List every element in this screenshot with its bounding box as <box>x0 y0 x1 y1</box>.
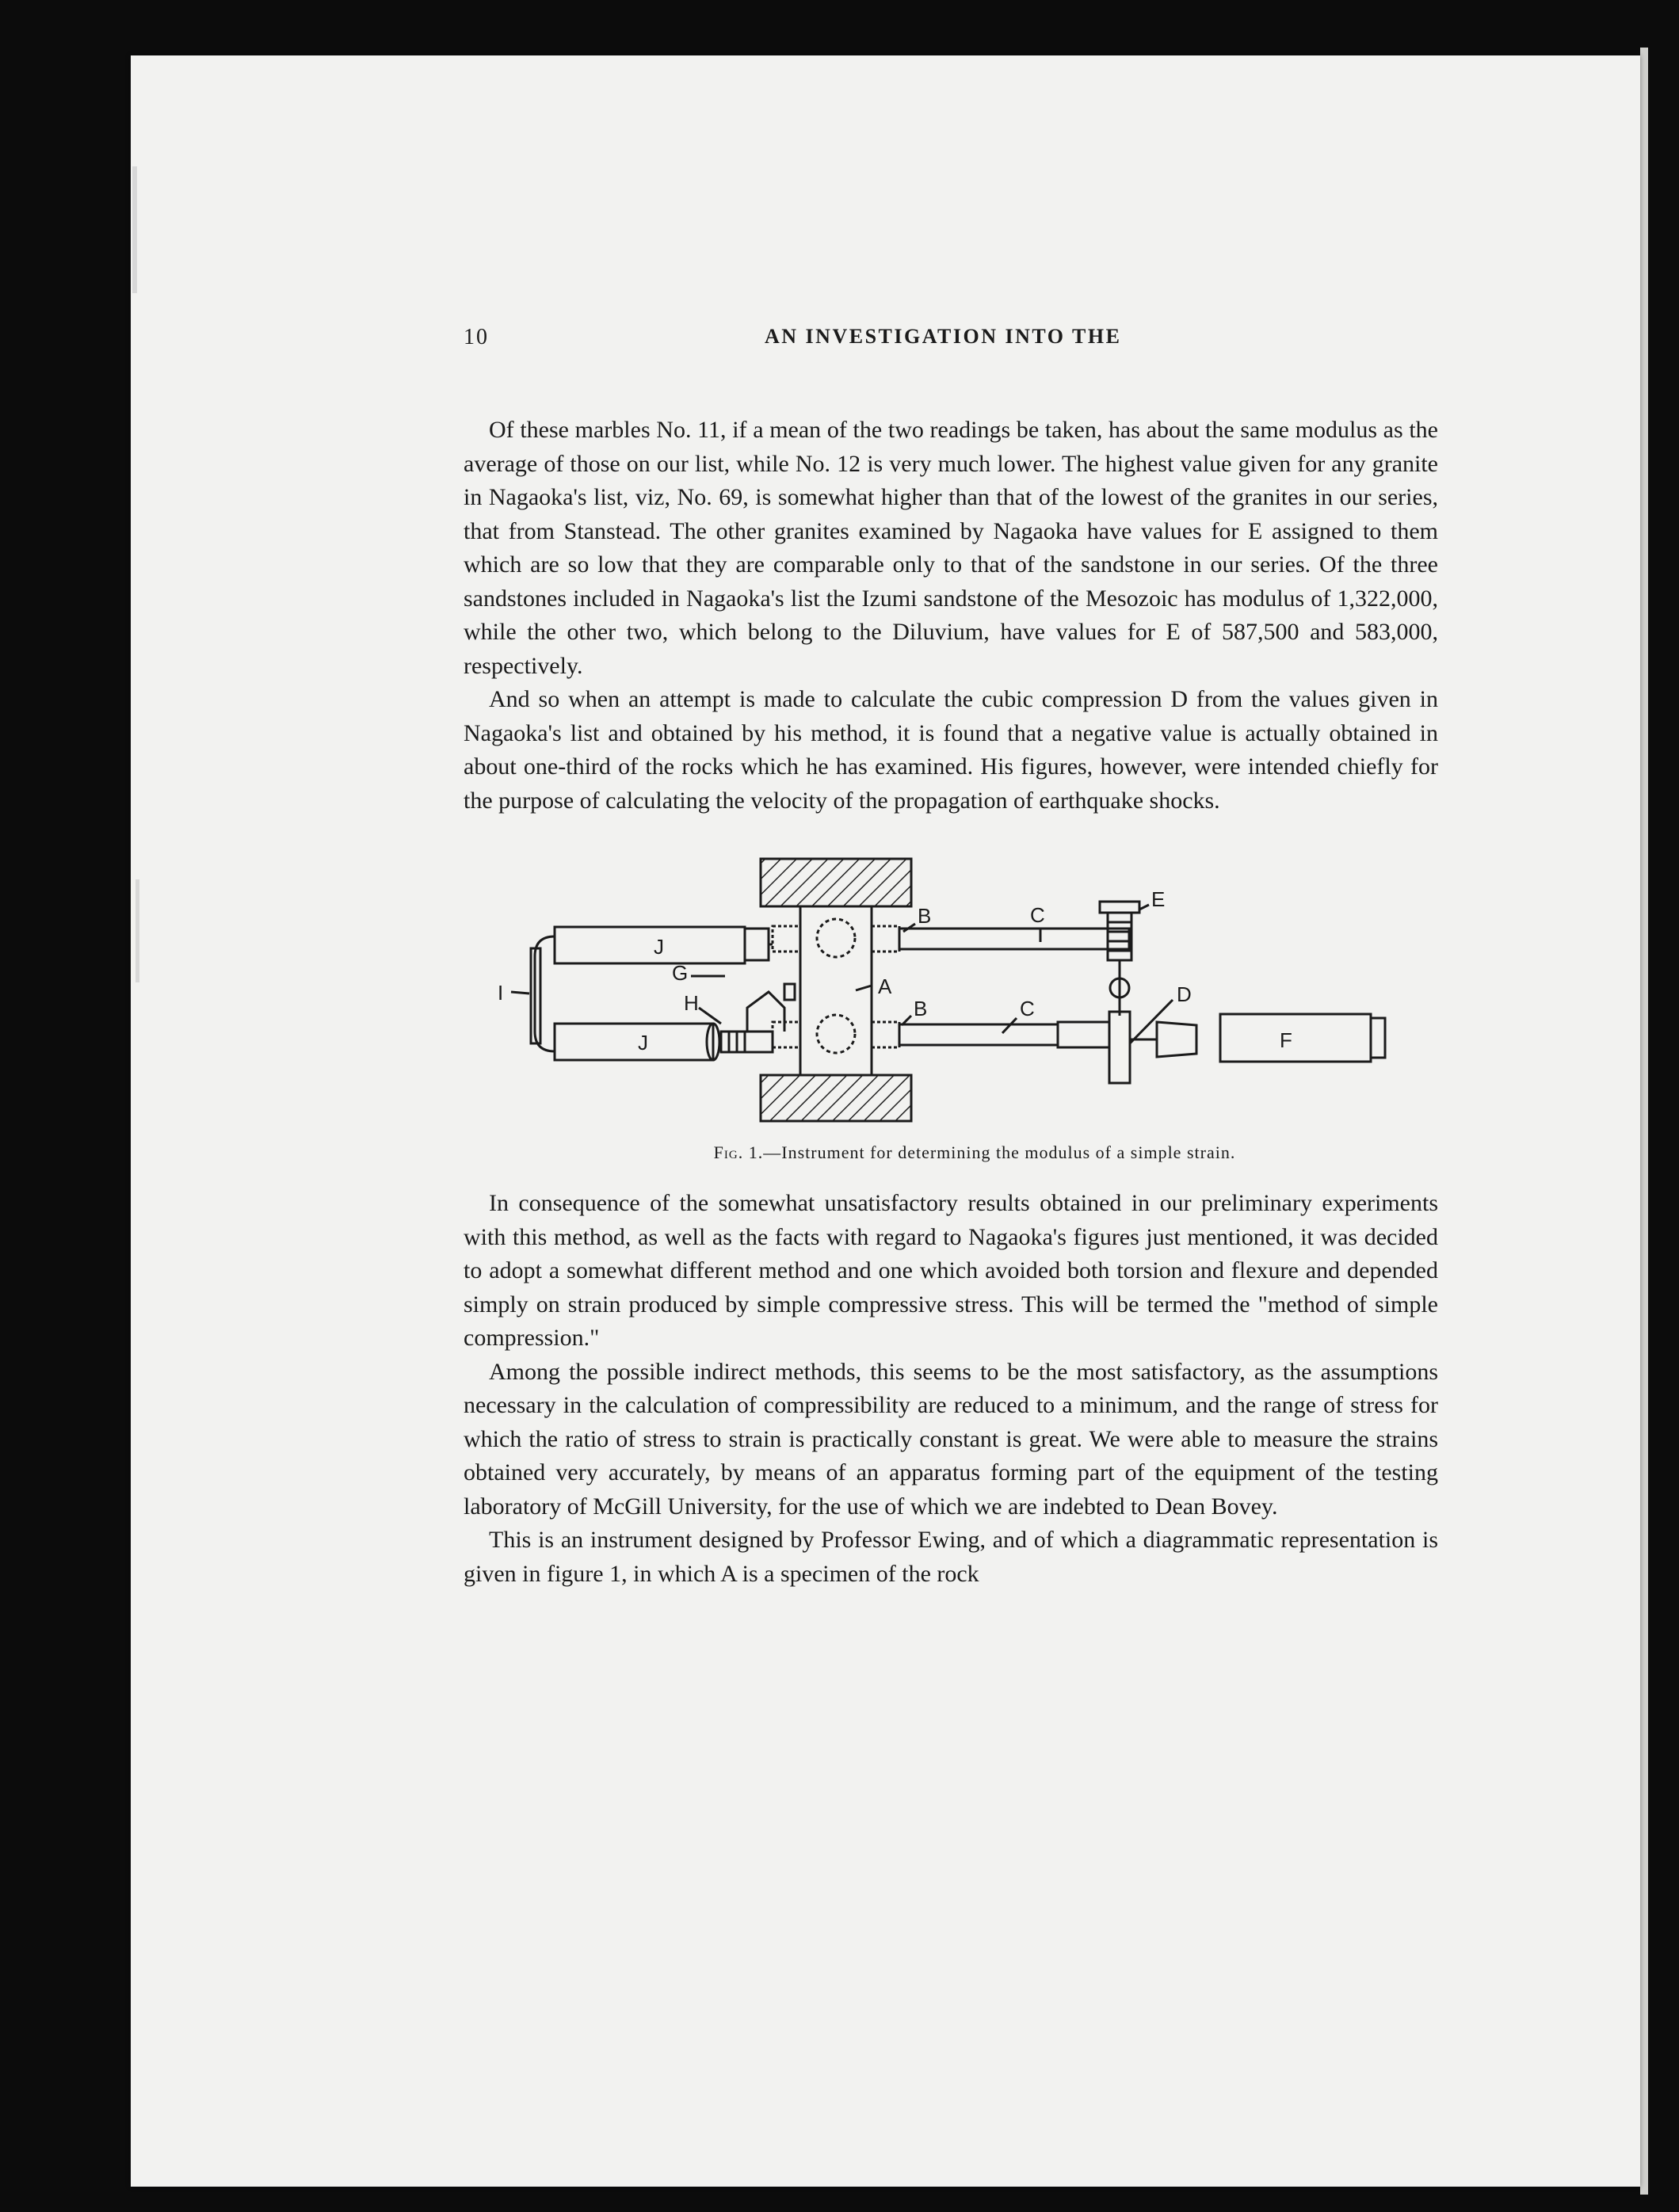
caption-text: —Instrument for determining the modulus of a simple strain. <box>763 1142 1236 1162</box>
label-i: I <box>498 981 504 1005</box>
paragraph-indirect-methods: Among the possible indirect methods, this seems to be the most satisfactory, as the assumptions necessary in the calculation of compressibility are reduced to a minimum, and the range of stress for which the ratio of stress to strain is practically constant is great. We were able to measure the strains obtained very accurately, by means of an apparatus forming part of the equipment of the testing laboratory of McGill University, for the use of which we are indebted to Dean Bovey. <box>464 1358 1438 1520</box>
lower-arm <box>899 1024 1058 1045</box>
label-j-upper: J <box>654 935 664 959</box>
top-clamp <box>761 859 911 906</box>
upper-arm <box>899 929 1129 949</box>
label-c-upper: C <box>1030 903 1045 927</box>
label-h: H <box>684 991 699 1015</box>
paper-edge <box>1640 48 1648 2195</box>
label-b-upper: B <box>918 904 932 928</box>
figure-caption <box>511 1142 1438 1163</box>
instrument-diagram <box>498 849 1395 1142</box>
running-head <box>464 325 1438 364</box>
telescope-j-upper <box>555 927 745 963</box>
page-content <box>464 325 1438 1591</box>
telescope-f <box>1220 1014 1371 1062</box>
paragraph-simple-compression: In consequence of the somewhat unsatisfactory results obtained in our preliminary experiments with this method, as well as the facts with regard to Nagaoka's figures just mentioned, it was decided to adopt a somewhat different method and one which avoided both torsion and flexure and depended simply on strain produced by simple compressive stress. This will be termed the "method of simple compression." <box>464 1190 1438 1351</box>
telescope-j-lower <box>555 1024 713 1060</box>
bottom-clamp <box>761 1075 911 1121</box>
paragraph-ewing-instrument: This is an instrument designed by Professor Ewing, and of which a diagrammatic representation is given in figure 1, in which A is a specimen of the rock <box>464 1527 1438 1587</box>
paragraph-marbles: Of these marbles No. 11, if a mean of the two readings be taken, has about the same modulus as the average of those on our list, while No. 12 is very much lower. The highest value given for any granite in Nagaoka's list, viz, No. 69, is somewhat higher than that of the lowest of the granites in our series, that from Stanstead. The other granites examined by Nagaoka have values for E assigned to them which are so low that they are comparable only to that of the sandstone in our series. Of the three sandstones included in Nagaoka's list the Izumi sandstone of the Mesozoic has modulus of 1,322,000, while the other two, which belong to the Diluvium, have values for E of 587,500 and 583,000, respectively. <box>464 417 1438 679</box>
running-head-title: AN INVESTIGATION INTO THE <box>765 325 1122 348</box>
paragraph-cubic-compression: And so when an attempt is made to calculate the cubic compression D from the values given in Nagaoka's list and obtained by his method, it is found that a negative value is actually obtained in about one-third of the rocks which he has examined. His figures, however, were intended chiefly for the purpose of calculating the velocity of the propagation of earthquake shocks. <box>464 686 1438 814</box>
specimen-a <box>800 906 872 1075</box>
label-c-lower: C <box>1020 997 1035 1020</box>
label-a: A <box>878 974 892 998</box>
frame-d <box>1109 1012 1130 1083</box>
label-d: D <box>1177 982 1192 1006</box>
label-j-lower: J <box>638 1031 648 1055</box>
figure-instrument <box>464 849 1438 1142</box>
label-b-lower: B <box>914 997 928 1020</box>
label-e: E <box>1151 887 1166 911</box>
label-g: G <box>672 961 689 985</box>
label-f: F <box>1280 1028 1292 1052</box>
page-number: 10 <box>464 325 489 349</box>
caption-label: Fig. 1. <box>713 1142 764 1162</box>
